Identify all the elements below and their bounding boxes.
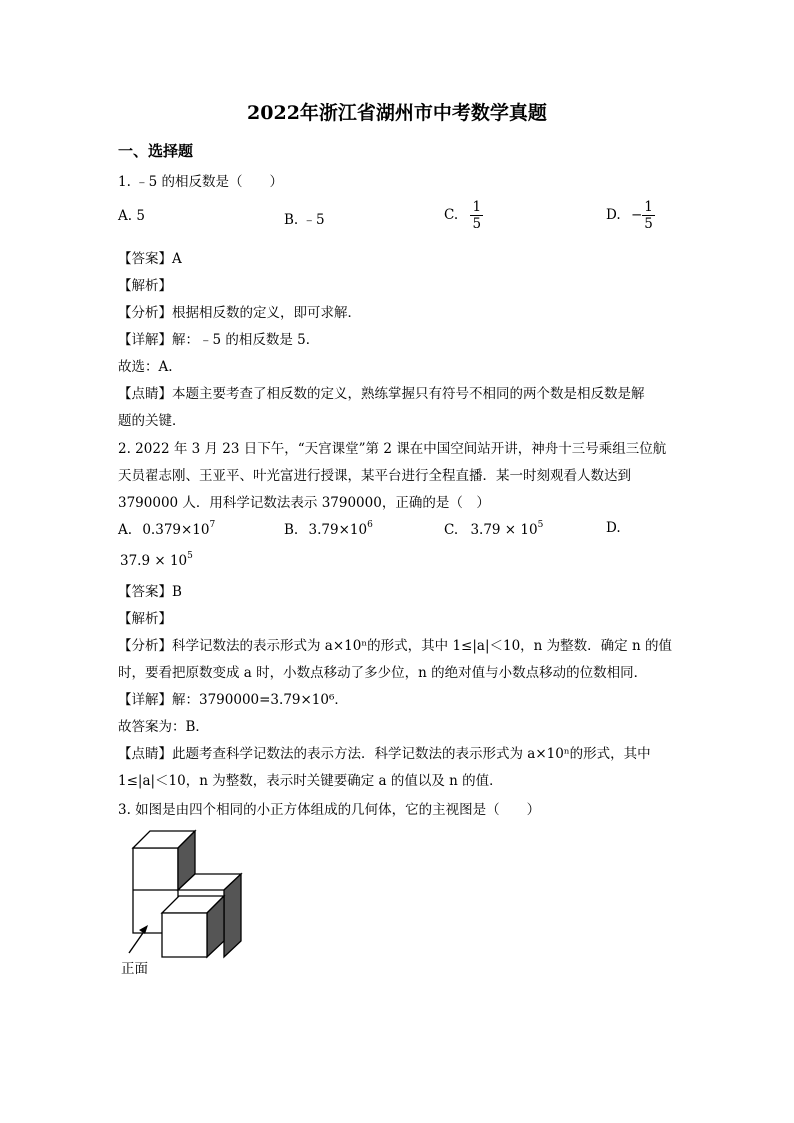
q2-dianjing-line2: 1≤|a|＜10，n 为整数，表示时关键要确定 a 的值以及 n 的值． — [118, 773, 503, 789]
q2-dianjing-line1: 【点睛】此题考查科学记数法的表示方法．科学记数法的表示形式为 a×10ⁿ的形式，其中 — [118, 746, 651, 762]
section-heading: 一、选择题 — [118, 142, 194, 160]
cube-drawing — [115, 826, 255, 976]
q2-option-a — [118, 520, 215, 538]
q2-option-d-exponent: 5 — [187, 551, 193, 561]
cube-figure — [115, 826, 255, 976]
q1-option-c-numerator: 1 — [472, 199, 482, 215]
q2-answer: 【答案】B — [118, 584, 182, 600]
q1-dianjing-line1: 【点睛】本题主要考查了相反数的定义，熟练掌握只有符号不相同的两个数是相反数是解 — [118, 386, 645, 402]
figure-label-front: 正面 — [121, 961, 148, 977]
q2-option-d-label: D. — [606, 520, 621, 536]
q1-conclusion: 故选：A. — [118, 359, 173, 375]
q2-fenxi-line1: 【分析】科学记数法的表示形式为 a×10ⁿ的形式，其中 1≤|a|＜10，n 为整数．确定 n 的值 — [118, 638, 672, 654]
q2-option-a-exponent: 7 — [209, 520, 216, 530]
q2-option-a-label: A. — [118, 522, 133, 538]
q1-option-d — [606, 199, 655, 232]
q3-stem: 3. 如图是由四个相同的小正方体组成的几何体，它的主视图是（ ） — [118, 802, 541, 818]
q2-option-b — [284, 520, 373, 538]
q2-option-c — [444, 520, 543, 538]
q2-option-b-base: 3.79×10 — [308, 522, 368, 538]
q2-option-c-exponent: 5 — [537, 520, 544, 530]
q1-option-c-fraction — [470, 199, 483, 232]
q2-conclusion: 故答案为：B． — [118, 719, 209, 735]
q2-option-b-label: B. — [284, 522, 299, 538]
q1-option-d-numerator: 1 — [644, 199, 653, 215]
q2-stem-line2: 天员翟志刚、王亚平、叶光富进行授课，某平台进行全程直播．某一时刻观看人数达到 — [118, 468, 631, 484]
q1-option-c-denominator: 5 — [472, 216, 482, 233]
q1-option-d-sign: − — [630, 207, 643, 224]
document-title: 2022年浙江省湖州市中考数学真题 — [247, 102, 547, 124]
q1-option-c — [444, 199, 483, 232]
q2-stem-line3: 3790000 人．用科学记数法表示 3790000，正确的是（ ） — [118, 495, 490, 511]
q2-option-c-base: 3.79 × 10 — [470, 522, 538, 538]
q1-fenxi: 【分析】根据相反数的定义，即可求解． — [118, 305, 361, 321]
q2-option-d — [120, 551, 193, 569]
q1-option-d-fraction — [642, 199, 655, 232]
q1-xiangjie: 【详解】解：﹣5 的相反数是 5． — [118, 332, 320, 348]
q1-analysis-heading: 【解析】 — [118, 278, 172, 294]
q1-option-d-label: D. — [606, 207, 621, 224]
q1-option-a: A. 5 — [118, 208, 145, 224]
q2-option-d-base: 37.9 × 10 — [120, 553, 188, 569]
q2-fenxi-line2: 时，要看把原数变成 a 时，小数点移动了多少位，n 的绝对值与小数点移动的位数相同． — [118, 665, 648, 681]
q1-option-c-label: C. — [444, 207, 459, 224]
q1-answer: 【答案】A — [118, 251, 182, 267]
q1-option-d-denominator: 5 — [644, 216, 653, 233]
q2-analysis-heading: 【解析】 — [118, 611, 172, 627]
cube-front-face — [162, 913, 207, 957]
q1-dianjing-line2: 题的关键． — [118, 413, 186, 429]
q2-option-c-label: C. — [444, 522, 459, 538]
q1-option-b: B. ﹣5 — [284, 212, 325, 228]
q2-stem-line1: 2. 2022 年 3 月 23 日下午，“天宫课堂”第 2 课在中国空间站开讲，神舟十三号乘组三位航 — [118, 441, 667, 457]
q1-stem: 1. ﹣5 的相反数是（ ） — [118, 174, 284, 190]
q2-option-a-base: 0.379×10 — [142, 522, 210, 538]
q2-option-b-exponent: 6 — [367, 520, 373, 530]
q2-xiangjie: 【详解】解：3790000=3.79×10⁶． — [118, 692, 348, 708]
